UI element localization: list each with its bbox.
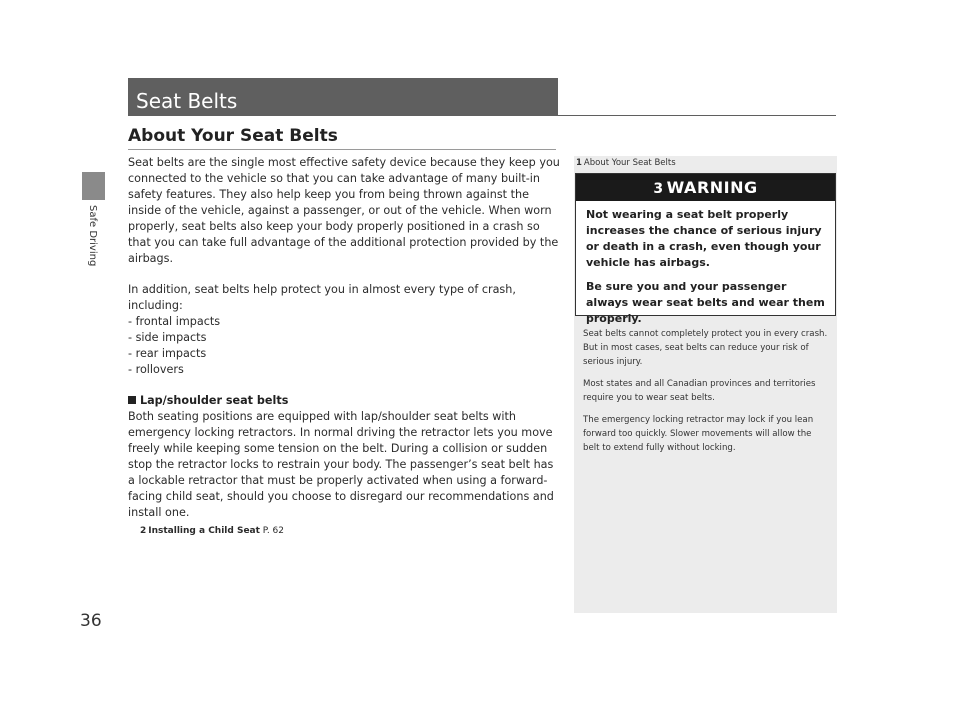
crash-type-item: - rollovers [128, 363, 184, 376]
crash-type-item: - rear impacts [128, 347, 207, 360]
subsection-heading-text: Lap/shoulder seat belts [140, 394, 289, 407]
cross-reference-link[interactable] [140, 523, 560, 539]
section-side-label: Safe Driving [87, 205, 98, 267]
crash-intro: In addition, seat belts help protect you in almost every type of crash, including: [128, 283, 516, 312]
note-paragraph: Seat belts cannot completely protect you in every crash. But in most cases, seat belts can reduce your risk of serious injury. [583, 329, 828, 367]
sidebar-header [576, 158, 676, 168]
xref-title: Installing a Child Seat [148, 526, 260, 536]
section-heading: About Your Seat Belts [128, 126, 338, 146]
title-rule [558, 115, 836, 116]
crash-type-item: - side impacts [128, 331, 207, 344]
warning-text: Not wearing a seat belt properly increases the chance of serious injury or death in a crash, even though your vehicle has airbags. [586, 208, 822, 269]
page-title: Seat Belts [128, 78, 558, 116]
note-paragraph: The emergency locking retractor may lock if you lean forward too quickly. Slower movements will allow the belt to extend fully without locking. [583, 415, 814, 453]
subsection-body: Both seating positions are equipped with lap/shoulder seat belts with emergency locking retractors. In normal driving the retractor lets you move freely while keeping some tension on the belt. During a collision or sudden stop the retractor locks to restrain your body. The passenger’s seat belt has a lockable retractor that must be properly activated when using a forward-facing child seat, should you choose to disregard our recommendations and install one. [128, 410, 554, 519]
warning-label: WARNING [666, 178, 758, 197]
crash-type-item: - frontal impacts [128, 315, 221, 328]
intro-paragraph: Seat belts are the single most effective safety device because they keep you connected to the vehicle so that you can take advantage of many built-in safety features. They also help keep you from being thrown against the inside of the vehicle, against a passenger, or out of the vehicle. When worn properly, seat belts also keep your body properly positioned in a crash so that you can take full advantage of the additional protection provided by the airbags. [128, 156, 560, 265]
reference-arrow-icon: 2 [140, 526, 147, 536]
square-bullet-icon [128, 396, 136, 404]
page-number: 36 [80, 611, 102, 631]
subsection-heading [128, 393, 560, 409]
main-content [128, 155, 560, 539]
sidebar-header-text: About Your Seat Belts [583, 158, 676, 168]
sidebar-notes [583, 327, 829, 463]
note-paragraph: Most states and all Canadian provinces and territories require you to wear seat belts. [583, 379, 816, 403]
heading-rule [128, 149, 556, 150]
warning-text: Be sure you and your passenger always wear seat belts and wear them properly. [586, 280, 825, 325]
warning-header [576, 174, 835, 201]
warning-box [575, 173, 836, 325]
warning-triangle-icon: 3 [653, 181, 664, 197]
section-tab-marker [82, 172, 104, 200]
xref-page: P. 62 [262, 526, 284, 536]
warning-body [576, 201, 835, 327]
sidebar-mark-icon: 1 [576, 158, 582, 168]
section-tab-line [104, 172, 105, 200]
